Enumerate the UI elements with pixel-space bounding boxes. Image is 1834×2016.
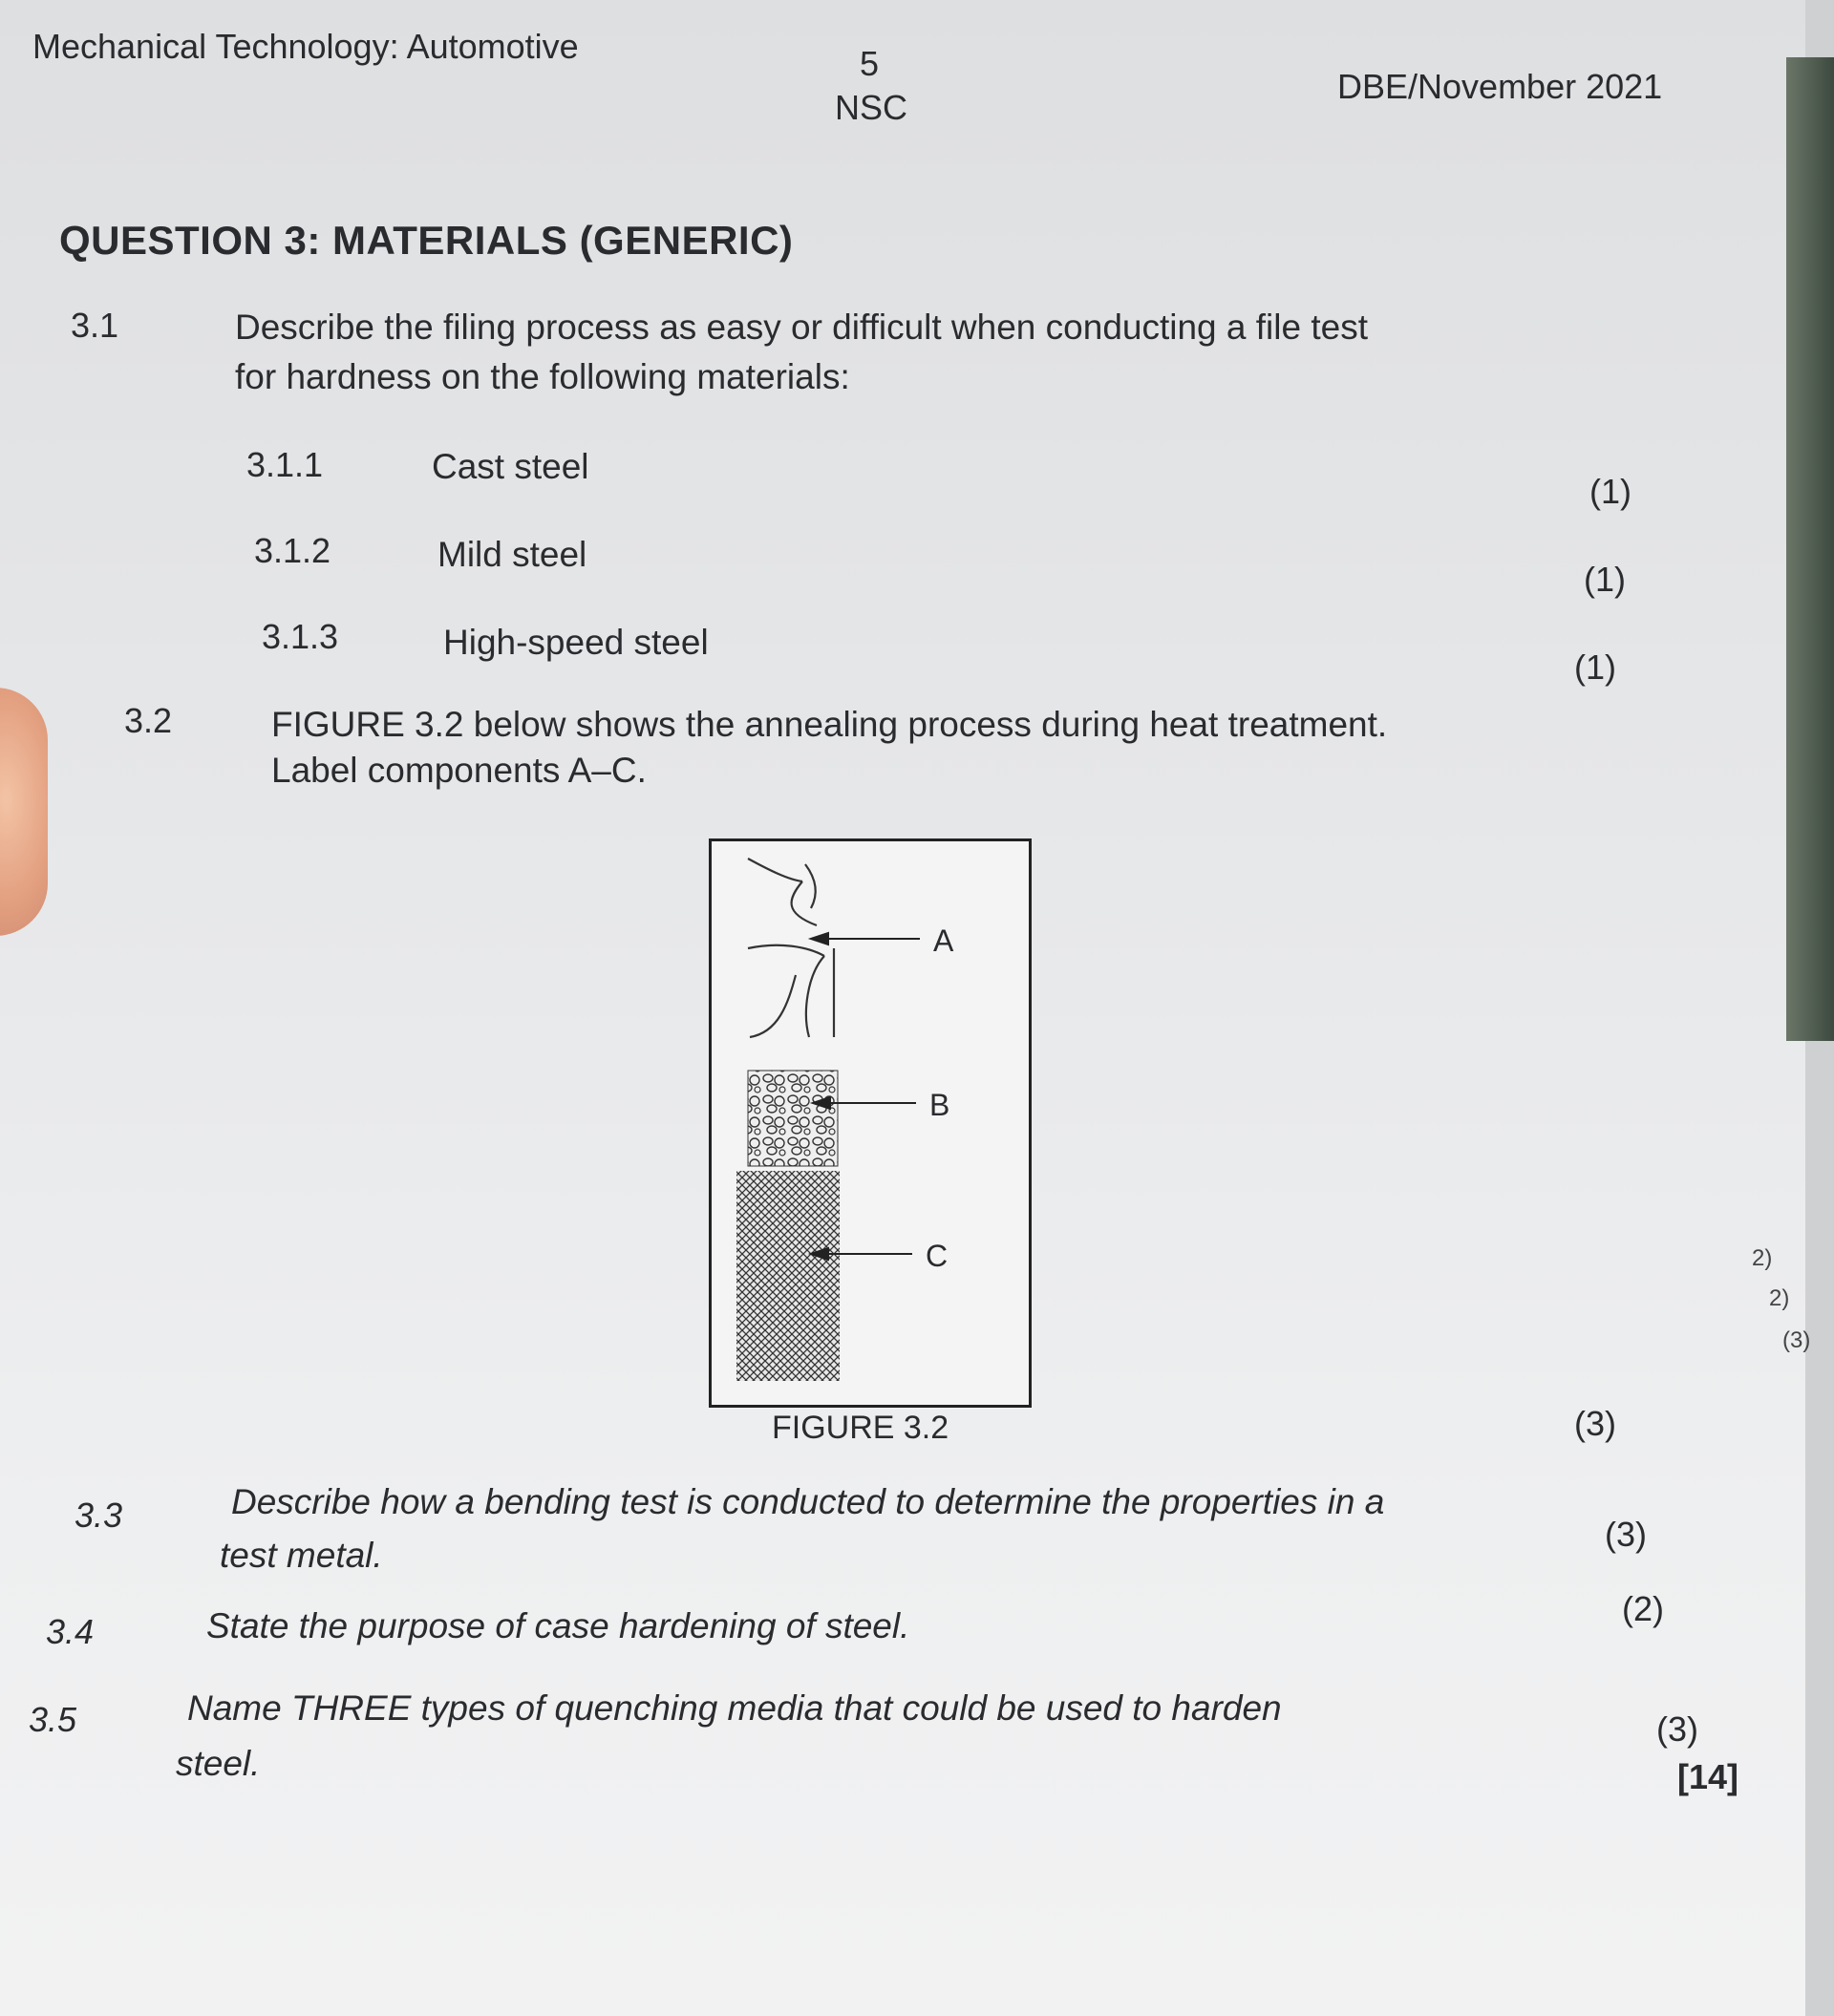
- q3-1-3-label: High-speed steel: [443, 623, 709, 662]
- annealing-diagram: [712, 841, 1029, 1405]
- q3-1-1-label: Cast steel: [432, 447, 589, 486]
- figure-caption: FIGURE 3.2: [772, 1410, 949, 1446]
- q3-3-number: 3.3: [75, 1496, 123, 1535]
- q3-2-marks: (3): [1574, 1404, 1616, 1443]
- q3-5-text-line2: steel.: [176, 1744, 261, 1783]
- q3-1-2-number: 3.1.2: [254, 531, 331, 570]
- label-c: C: [926, 1239, 949, 1273]
- q3-4-number: 3.4: [46, 1612, 95, 1651]
- q3-5-text-line1: Name THREE types of quenching media that could be used to harden: [187, 1688, 1282, 1728]
- arrow-a-head: [811, 933, 828, 944]
- show-through-mark: 2): [1752, 1245, 1773, 1271]
- q3-4-marks: (2): [1622, 1589, 1664, 1628]
- question-total: [14]: [1677, 1757, 1739, 1796]
- show-through-mark: (3): [1782, 1327, 1811, 1353]
- q3-1-1-marks: (1): [1589, 472, 1631, 511]
- coarse-grain-region: [748, 859, 834, 1037]
- q3-2-number: 3.2: [124, 701, 173, 740]
- q3-5-marks: (3): [1656, 1709, 1698, 1749]
- q3-1-2-label: Mild steel: [437, 535, 587, 574]
- dense-grain-region: [736, 1171, 840, 1381]
- exam-date: DBE/November 2021: [1337, 67, 1663, 106]
- q3-3-text-line1: Describe how a bending test is conducted to determine the properties in a: [231, 1482, 1385, 1521]
- figure-3-2: [709, 838, 1032, 1408]
- q3-2-text-line1: FIGURE 3.2 below shows the annealing process during heat treatment.: [271, 705, 1388, 744]
- fine-grain-region: [748, 1071, 838, 1166]
- q3-3-text-line2: test metal.: [220, 1536, 383, 1575]
- q3-5-number: 3.5: [29, 1700, 77, 1739]
- page-number: 5: [860, 44, 880, 83]
- q3-4-text: State the purpose of case hardening of steel.: [206, 1606, 910, 1645]
- q3-1-text-line1: Describe the filing process as easy or difficult when conducting a file test: [235, 308, 1368, 347]
- q3-1-3-number: 3.1.3: [262, 617, 339, 656]
- q3-1-1-number: 3.1.1: [246, 445, 324, 484]
- subject-header: Mechanical Technology: Automotive: [32, 27, 579, 66]
- q3-2-text-line2: Label components A–C.: [271, 751, 647, 790]
- background-edge: [1786, 57, 1834, 1041]
- q3-1-number: 3.1: [71, 306, 119, 345]
- q3-1-3-marks: (1): [1574, 647, 1616, 687]
- question-title: QUESTION 3: MATERIALS (GENERIC): [59, 218, 794, 263]
- q3-1-text-line2: for hardness on the following materials:: [235, 357, 850, 396]
- label-b: B: [929, 1088, 950, 1122]
- exam-code: NSC: [835, 88, 908, 127]
- finger: [0, 688, 48, 936]
- label-a: A: [933, 923, 954, 958]
- q3-1-2-marks: (1): [1584, 560, 1626, 599]
- show-through-mark: 2): [1769, 1285, 1790, 1311]
- q3-3-marks: (3): [1605, 1515, 1647, 1554]
